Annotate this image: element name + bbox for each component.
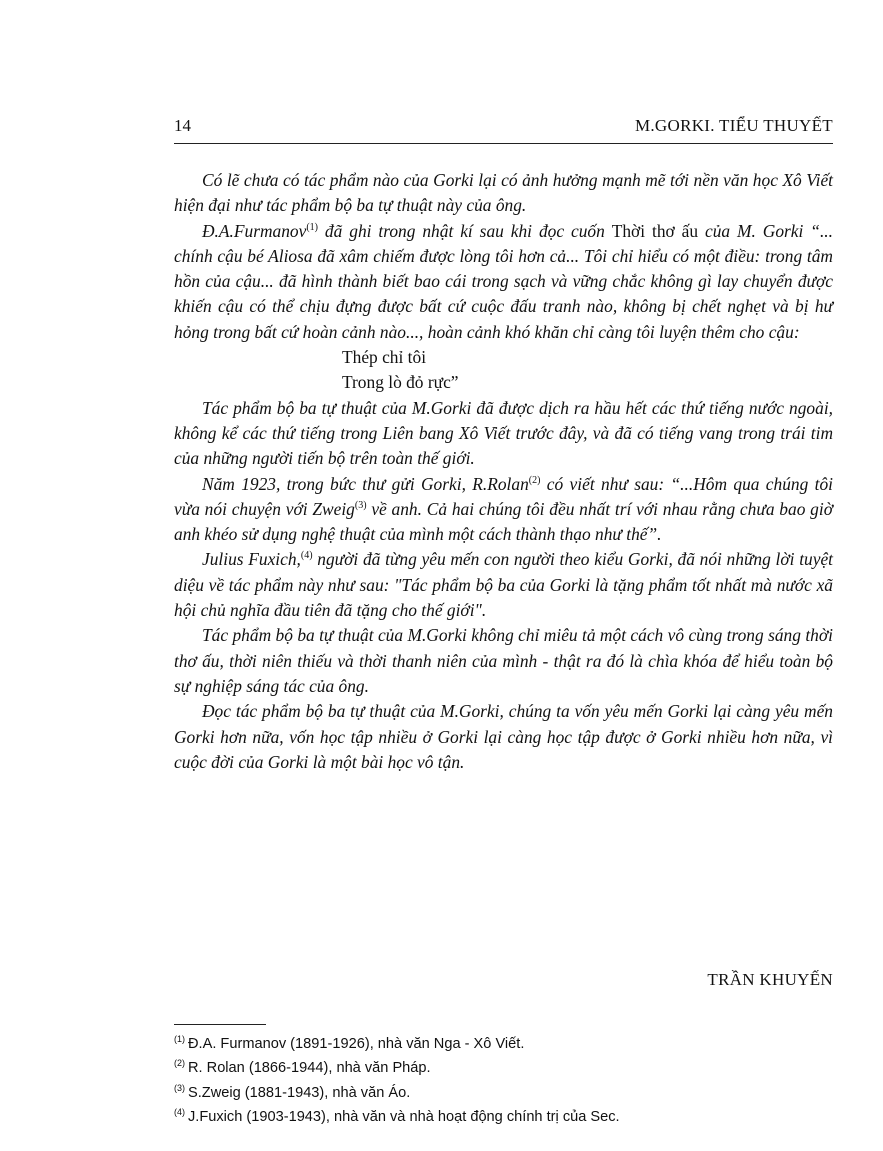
footnote-mark: (3) <box>174 1082 185 1093</box>
paragraph-2-text-b: của M. Gorki “... chính cậu bé Aliosa đã xâm chiếm được lòng tôi hơn cả... Tôi chỉ hiểu có một điều: trong tâm hồn của cậu... đã hình thành biết bao cái trong sạch và vững chắc không gì lay chuyển được khiến cậu có thể chịu đựng được bất cứ cuộc đấu tranh nào, không bị chết nghẹt và bị hư hỏng trong bất cứ hoàn cảnh nào..., hoàn cảnh khó khăn chỉ càng tôi luyện thêm cho cậu: <box>174 220 834 342</box>
footnote-4 <box>174 1103 833 1127</box>
footnote-text: Đ.A. Furmanov (1891-1926), nhà văn Nga - Xô Viết. <box>188 1035 525 1052</box>
furmanov-name: Đ.A.Furmanov <box>202 220 307 241</box>
footnote-ref-1[interactable]: (1) <box>306 221 318 233</box>
paragraph-2-text-a: đã ghi trong nhật kí sau khi đọc cuốn <box>318 220 612 241</box>
footnote-ref-2[interactable]: (2) <box>528 474 541 486</box>
paragraph-4 <box>174 472 833 548</box>
running-title: M.GORKI. TIỂU THUYẾT <box>634 116 833 135</box>
paragraph-3: Tác phẩm bộ ba tự thuật của M.Gorki đã được dịch ra hầu hết các thứ tiếng nước ngoài, không kể các thứ tiếng trong Liên bang Xô Viết trước đây, và đã có tiếng vang trong trái tim của những người tiến bộ trên toàn thế giới. <box>174 397 833 469</box>
page-number: 14 <box>174 116 191 135</box>
book-title: Thời thơ ấu <box>611 220 699 241</box>
header-rule <box>174 143 833 144</box>
footnote-ref-4[interactable]: (4) <box>300 550 313 562</box>
paragraph-1: Có lẽ chưa có tác phẩm nào của Gorki lại có ảnh hưởng mạnh mẽ tới nền văn học Xô Viết hiện đại như tác phẩm bộ ba tự thuật này của ông. <box>174 170 833 216</box>
footnote-text: S.Zweig (1881-1943), nhà văn Áo. <box>188 1084 411 1101</box>
paragraph-5-text-a: Julius Fuxich, <box>202 549 301 570</box>
footnote-1 <box>174 1030 833 1054</box>
author-signature: TRẦN KHUYẾN <box>707 970 833 989</box>
footnote-text: R. Rolan (1866-1944), nhà văn Pháp. <box>188 1060 431 1077</box>
verse-line-1: Thép chỉ tôi <box>342 347 427 368</box>
footnote-mark: (1) <box>174 1034 185 1044</box>
paragraph-7: Đọc tác phẩm bộ ba tự thuật của M.Gorki, chúng ta vốn yêu mến Gorki lại càng yêu mến Gorki hơn nữa, vốn học tập nhiều ở Gorki lại càng học tập được ở Gorki nhiều hơn nữa, vì cuộc đời của Gorki là một bài học vô tận. <box>174 701 833 772</box>
paragraph-6: Tác phẩm bộ ba tự thuật của M.Gorki không chỉ miêu tả một cách vô cùng trong sáng thời thơ ấu, thời niên thiếu và thời thanh niên của mình - thật ra đó là chìa khóa để hiểu toàn bộ sự nghiệp sáng tác của ông. <box>174 625 833 696</box>
body-text <box>174 168 833 775</box>
paragraph-5-text-b: người đã từng yêu mến con người theo kiểu Gorki, đã nói những lời tuyệt diệu về tác phẩm này như sau: "Tác phẩm bộ ba của Gorki là tặng phẩm tốt nhất mà nước xã hội chủ nghĩa đầu tiên đã tặng cho thế giới". <box>174 549 833 621</box>
verse-line-2: Trong lò đỏ rực” <box>342 372 459 393</box>
page-header <box>174 116 833 140</box>
footnote-rule <box>174 1024 266 1025</box>
paragraph-4-text-b: có viết như sau: “...Hôm qua chúng tôi vừa nói chuyện với Zweig <box>174 473 833 519</box>
footnote-3 <box>174 1079 833 1103</box>
paragraph-2 <box>174 219 833 345</box>
footnote-2 <box>174 1054 833 1078</box>
footnote-ref-3[interactable]: (3) <box>354 500 367 512</box>
footnote-text: J.Fuxich (1903-1943), nhà văn và nhà hoạt động chính trị của Sec. <box>188 1108 620 1125</box>
paragraph-4-text-c: về anh. Cả hai chúng tôi đều nhất trí với nhau rằng chưa bao giờ anh khéo sử dụng nghệ thuật của mình một cách thành thạo như thế”. <box>174 498 833 545</box>
footnotes <box>174 1030 833 1127</box>
footnote-mark: (2) <box>174 1058 185 1069</box>
paragraph-5 <box>174 547 833 623</box>
paragraph-4-text-a: Năm 1923, trong bức thư gửi Gorki, R.Rolan <box>202 473 529 494</box>
footnote-mark: (4) <box>174 1106 185 1117</box>
